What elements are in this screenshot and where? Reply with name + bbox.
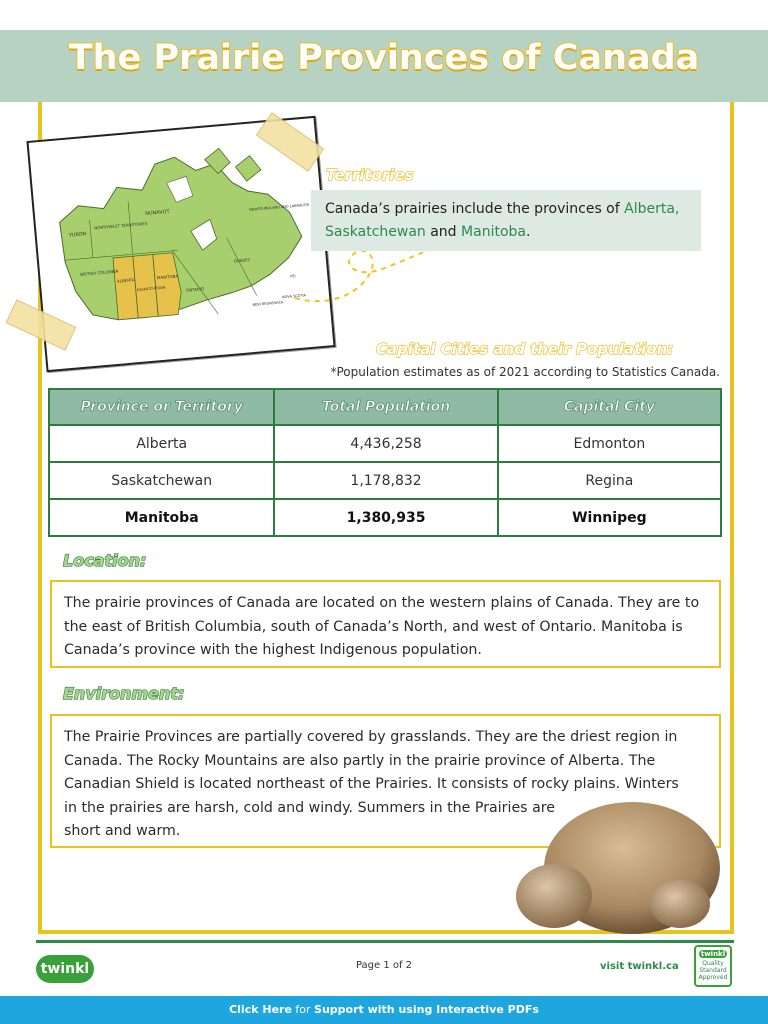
page-title: The Prairie Provinces of Canada bbox=[68, 38, 700, 78]
map-label-nova-scotia: NOVA SCOTIA bbox=[281, 293, 307, 300]
cell-population: 1,380,935 bbox=[274, 499, 497, 536]
map-label-nunavut: NUNAVUT bbox=[144, 208, 170, 217]
environment-line-3: Canadian Shield is located northeast of the Prairies. It consists of rocky plains. Winters bbox=[64, 776, 679, 792]
table-row bbox=[49, 499, 721, 536]
support-bar[interactable] bbox=[0, 996, 768, 1024]
map-label-yukon: YUKON bbox=[68, 231, 87, 239]
click-here-link[interactable]: Click Here bbox=[229, 1003, 292, 1016]
support-for: for bbox=[291, 1003, 315, 1016]
table-row bbox=[49, 425, 721, 462]
header-population: Total Population bbox=[274, 389, 497, 425]
support-text: Support with using Interactive PDFs bbox=[314, 1003, 539, 1016]
cell-province: Manitoba bbox=[49, 499, 274, 536]
population-note: *Population estimates as of 2021 according to Statistics Canada. bbox=[330, 365, 720, 379]
table-header-row bbox=[49, 389, 721, 425]
map-label-pei: PEI bbox=[290, 274, 296, 279]
canada-map-illustration bbox=[44, 131, 321, 358]
environment-line-4: in the prairies are harsh, cold and windy. Summers in the Prairies are bbox=[64, 799, 556, 816]
visit-link[interactable]: visit twinkl.ca bbox=[600, 961, 679, 972]
map-label-alberta: ALBERTA bbox=[116, 277, 135, 284]
map-label-ontario: ONTARIO bbox=[185, 286, 205, 293]
map-label-bc: BRITISH COLUMBIA bbox=[80, 268, 119, 277]
map-label-manitoba: MANITOBA bbox=[156, 273, 179, 281]
link-saskatchewan: Saskatchewan bbox=[325, 224, 426, 240]
territories-box bbox=[311, 190, 701, 251]
footer-divider bbox=[36, 940, 734, 943]
map-label-new-brunswick: NEW BRUNSWICK bbox=[252, 300, 284, 307]
cell-population: 4,436,258 bbox=[274, 425, 497, 462]
territories-and: and bbox=[425, 224, 462, 240]
cell-capital: Edmonton bbox=[498, 425, 721, 462]
quality-badge bbox=[694, 945, 732, 987]
territories-heading: Territories bbox=[326, 166, 414, 184]
environment-line-1: The Prairie Provinces are partially covered by grasslands. They are the driest region in bbox=[64, 729, 678, 745]
capitals-heading: Capital Cities and their Population: bbox=[376, 340, 674, 358]
cell-population: 1,178,832 bbox=[274, 462, 497, 499]
header-province: Province or Territory bbox=[49, 389, 274, 425]
cell-province: Alberta bbox=[49, 425, 274, 462]
table-row bbox=[49, 462, 721, 499]
territories-period: . bbox=[525, 224, 531, 240]
environment-line-2: Canada. The Rocky Mountains are also partly in the prairie province of Alberta. The bbox=[64, 752, 656, 769]
twinkl-logo[interactable]: twinkl bbox=[36, 955, 94, 983]
cell-capital: Winnipeg bbox=[498, 499, 721, 536]
map-label-saskatchewan: SASKATCHEWAN bbox=[136, 285, 166, 293]
population-table bbox=[48, 388, 722, 537]
link-alberta: Alberta, bbox=[624, 201, 680, 217]
cell-province: Saskatchewan bbox=[49, 462, 274, 499]
map-label-quebec: QUEBEC bbox=[233, 257, 251, 264]
badge-logo: twinkl bbox=[700, 950, 726, 958]
environment-heading: Environment: bbox=[63, 684, 185, 703]
rock-illustration bbox=[512, 796, 722, 936]
territories-text: Canada’s prairies include the provinces of bbox=[325, 201, 625, 217]
cell-capital: Regina bbox=[498, 462, 721, 499]
header-capital: Capital City bbox=[498, 389, 721, 425]
location-text: The prairie provinces of Canada are located on the western plains of Canada. They are to the east of British Columbia, south of Canada’s North, and west of Ontario. Manitoba is Canada’s province with the highest Indigenous population. bbox=[64, 595, 700, 658]
location-box bbox=[50, 580, 721, 668]
map-label-nwt: NORTHWEST TERRITORIES bbox=[94, 220, 148, 231]
page-number: Page 1 of 2 bbox=[355, 960, 413, 971]
badge-text: Quality Standard Approved bbox=[698, 960, 728, 981]
location-heading: Location: bbox=[63, 551, 147, 570]
map-label-newfoundland: NEWFOUNDLAND AND LABRADOR bbox=[249, 202, 310, 212]
environment-line-5: short and warm. bbox=[64, 823, 181, 839]
link-manitoba: Manitoba bbox=[461, 224, 526, 240]
